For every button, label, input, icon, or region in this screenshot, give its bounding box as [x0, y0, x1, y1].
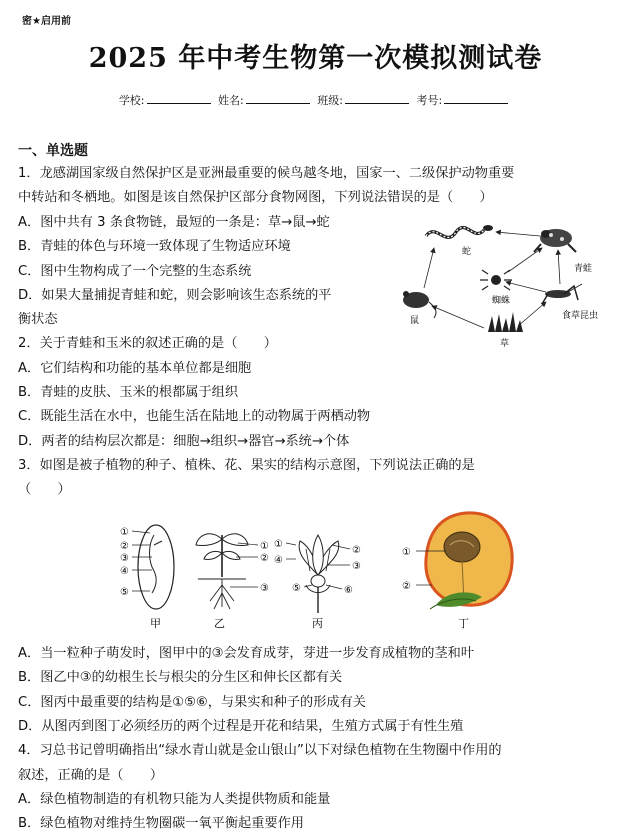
q1-stem-line2: 中转站和冬栖地。如图是该自然保护区部分食物网图，下列说法错误的是（ ）	[18, 190, 493, 205]
food-web-diagram	[396, 208, 618, 350]
web-label-mouse: 鼠	[410, 316, 420, 326]
q1-stem-line1: 1．龙感湖国家级自然保护区是亚洲最重要的候鸟越冬地，国家一、二级保护动物重要	[18, 166, 515, 181]
figure-label-yi: 乙	[214, 617, 225, 630]
q3-option-b: B．图乙中③的幼根生长与根尖的分生区和伸长区都有关	[18, 670, 343, 685]
q3-stem-line2: （ ）	[18, 482, 71, 497]
q1-option-d-line1: D．如果大量捕捉青蛙和蛇，则会影响该生态系统的平	[18, 288, 332, 303]
seed-mark-1: ①	[120, 527, 129, 538]
seed-mark-2: ②	[120, 541, 129, 552]
web-label-frog: 青蛙	[574, 264, 593, 274]
web-label-snake: 蛇	[462, 247, 472, 257]
seedling-mark-2: ②	[260, 553, 269, 564]
q3-option-c: C．图丙中最重要的结构是①⑤⑥，与果实和种子的形成有关	[18, 695, 366, 710]
q4-stem-line1: 4．习总书记曾明确指出“绿水青山就是金山银山”以下对绿色植物在生物圈中作用的	[18, 743, 502, 758]
grasshopper-icon	[542, 284, 582, 304]
grass-icon	[488, 312, 523, 332]
flower-mark-2: ②	[352, 545, 361, 556]
q4-option-b: B．绿色植物对维持生物圈碳一氧平衡起重要作用	[18, 816, 304, 831]
q1-option-a: A．图中共有 3 条食物链，最短的一条是：草→鼠→蛇	[18, 215, 330, 230]
q3-stem-line1: 3．如图是被子植物的种子、植株、花、果实的结构示意图，下列说法正确的是	[18, 458, 475, 473]
q1-option-b: B．青蛙的体色与环境一致体现了生物适应环境	[18, 239, 291, 254]
mouse-icon	[403, 291, 436, 318]
q2-option-a: A．它们结构和功能的基本单位都是细胞	[18, 361, 252, 376]
frog-icon	[534, 229, 576, 252]
q2-option-c: C．既能生活在水中，也能生活在陆地上的动物属于两栖动物	[18, 409, 371, 424]
q2-option-b: B．青蛙的皮肤、玉米的根都属于组织	[18, 385, 239, 400]
seedling-mark-1: ①	[260, 541, 269, 552]
name-label: 姓名:	[218, 94, 244, 107]
secret-mark: 密★启用前	[22, 16, 71, 27]
seedling-mark-3: ③	[260, 583, 269, 594]
q1-option-c: C．图中生物构成了一个完整的生态系统	[18, 264, 252, 279]
seed-mark-4: ④	[120, 566, 129, 577]
seedling-figure	[196, 534, 269, 630]
class-blank[interactable]	[345, 93, 409, 104]
exam-no-label: 考号:	[416, 94, 443, 107]
school-label: 学校:	[118, 94, 145, 107]
q1-option-d-line2: 衡状态	[18, 312, 58, 327]
q2-stem: 2．关于青蛙和玉米的叙述正确的是（ ）	[18, 336, 277, 351]
q3-option-d: D．从图丙到图丁必须经历的两个过程是开花和结果，生殖方式属于有性生殖	[18, 719, 464, 734]
figure-label-ding: 丁	[458, 617, 469, 630]
flower-mark-1: ①	[274, 539, 283, 550]
peach-mark-1: ①	[402, 547, 411, 558]
class-label: 班级:	[317, 94, 343, 107]
peach-mark-2: ②	[402, 581, 411, 592]
figure-label-jia: 甲	[150, 617, 161, 630]
seed-figure	[120, 525, 174, 630]
page-title: 2025 年中考生物第一次模拟测试卷	[88, 43, 543, 74]
school-blank[interactable]	[147, 93, 211, 104]
web-label-grass: 草	[500, 339, 510, 349]
q4-option-a: A．绿色植物制造的有机物只能为人类提供物质和能量	[18, 792, 331, 807]
peach-figure	[402, 513, 512, 630]
exam-no-blank[interactable]	[444, 93, 508, 104]
q4-stem-line2: 叙述，正确的是（ ）	[18, 768, 164, 783]
spider-icon	[480, 270, 512, 290]
flower-figure	[274, 535, 361, 630]
figure-label-bing: 丙	[312, 617, 323, 630]
seed-mark-3: ③	[120, 553, 129, 564]
flower-mark-4: ④	[274, 555, 283, 566]
student-info-row	[0, 92, 631, 108]
name-blank[interactable]	[246, 93, 310, 104]
section-title: 一、单选题	[18, 143, 88, 159]
flower-mark-3: ③	[352, 561, 361, 572]
q2-option-d: D．两者的结构层次都是：细胞→组织→器官→系统→个体	[18, 434, 350, 449]
snake-icon	[426, 225, 493, 237]
q3-option-a: A．当一粒种子萌发时，图甲中的③会发育成芽，芽进一步发育成植物的茎和叶	[18, 646, 475, 661]
plant-structure-diagram	[110, 505, 530, 635]
flower-mark-6: ⑥	[344, 585, 353, 596]
web-label-insect: 食草昆虫	[562, 311, 599, 321]
seed-mark-5: ⑤	[120, 587, 129, 598]
flower-mark-5: ⑤	[292, 583, 301, 594]
web-label-spider: 蜘蛛	[492, 296, 511, 306]
